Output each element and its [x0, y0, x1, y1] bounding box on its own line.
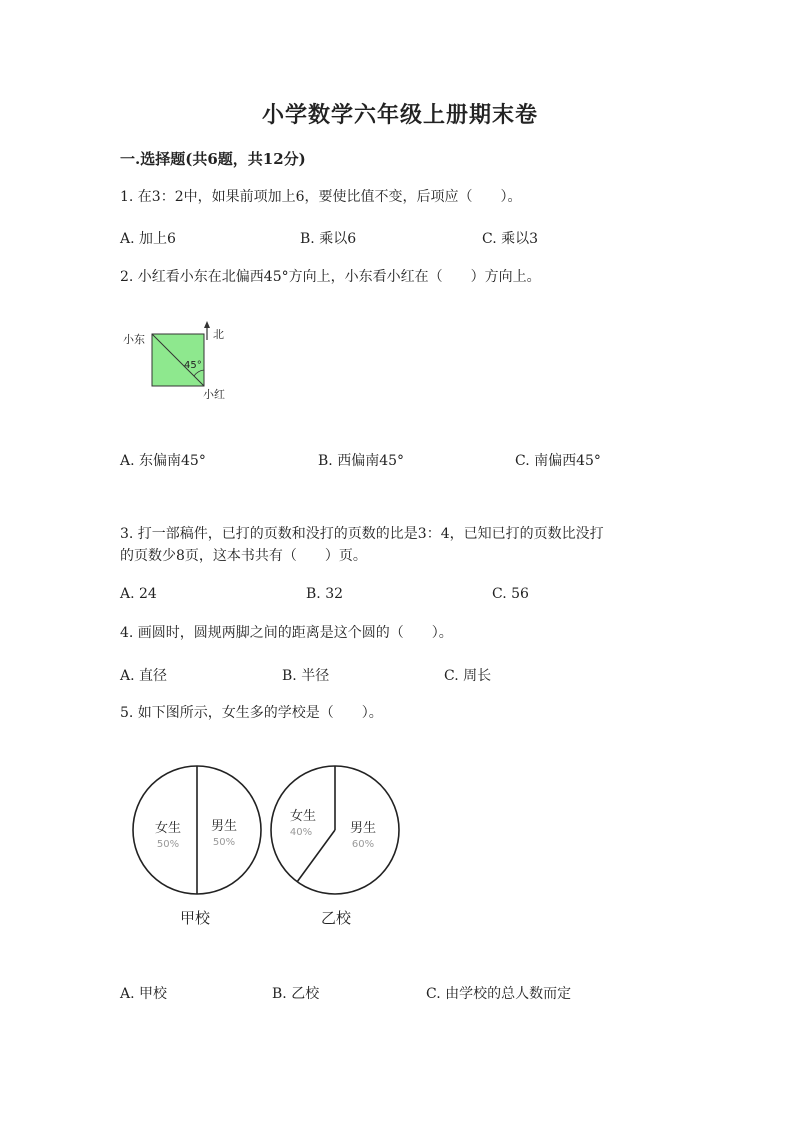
page-title: 小学数学六年级上册期末卷: [261, 102, 538, 128]
label-xiaodong: 小东: [123, 333, 145, 346]
question-5-option-a: A. 甲校: [120, 986, 168, 1002]
north-arrowhead-icon: [204, 321, 210, 328]
pie-caption: 乙校: [320, 909, 352, 927]
boys-percent: 60%: [351, 839, 375, 850]
question-2-option-c: C. 南偏西45°: [515, 453, 601, 469]
question-4-option-a: A. 直径: [120, 668, 168, 684]
question-3-option-c: C. 56: [492, 586, 529, 602]
question-5-option-c: C. 由学校的总人数而定: [426, 986, 572, 1002]
question-3-option-a: A. 24: [120, 586, 157, 602]
label-angle: 45°: [184, 360, 202, 371]
girls-label: 女生: [154, 821, 182, 836]
question-4-stem: 4. 画圆时，圆规两脚之间的距离是这个圆的（ ）。: [120, 625, 453, 641]
question-1-option-b: B. 乘以6: [300, 231, 357, 247]
girls-percent: 50%: [156, 839, 180, 850]
question-1-option-c: C. 乘以3: [482, 231, 539, 247]
question-3-stem-line-1: 3. 打一部稿件，已打的页数和没打的页数的比是3：4，已知已打的页数比没打: [120, 526, 604, 542]
question-4-option-b: B. 半径: [282, 668, 330, 684]
girls-percent: 40%: [289, 827, 313, 838]
question-4-option-c: C. 周长: [444, 668, 492, 684]
question-5-option-b: B. 乙校: [272, 986, 320, 1002]
direction-diagram: [118, 318, 243, 408]
question-3-stem-line-2: 的页数少8页，这本书共有（ ）页。: [120, 548, 367, 564]
question-3-option-b: B. 32: [306, 586, 344, 602]
boys-label: 男生: [210, 819, 238, 834]
pie-caption: 甲校: [179, 909, 211, 927]
label-xiaohong: 小红: [203, 388, 225, 401]
girls-label: 女生: [289, 809, 317, 824]
question-1-stem: 1. 在3：2中，如果前项加上6，要使比值不变，后项应（ ）。: [120, 189, 522, 205]
question-2-stem: 2. 小红看小东在北偏西45°方向上，小东看小红在（ ）方向上。: [120, 269, 541, 285]
question-2-option-b: B. 西偏南45°: [318, 453, 405, 469]
boys-percent: 50%: [212, 837, 236, 848]
boys-label: 男生: [349, 821, 377, 836]
school-pie-charts: [125, 758, 400, 938]
question-2-option-a: A. 东偏南45°: [120, 453, 206, 469]
question-5-stem: 5. 如下图所示，女生多的学校是（ ）。: [120, 705, 383, 721]
pie-school-jia: [133, 766, 261, 927]
label-north: 北: [213, 328, 224, 341]
section-heading: 一.选择题(共6题，共12分): [120, 150, 306, 168]
question-1-option-a: A. 加上6: [120, 231, 176, 247]
pie-school-yi: [271, 766, 399, 927]
